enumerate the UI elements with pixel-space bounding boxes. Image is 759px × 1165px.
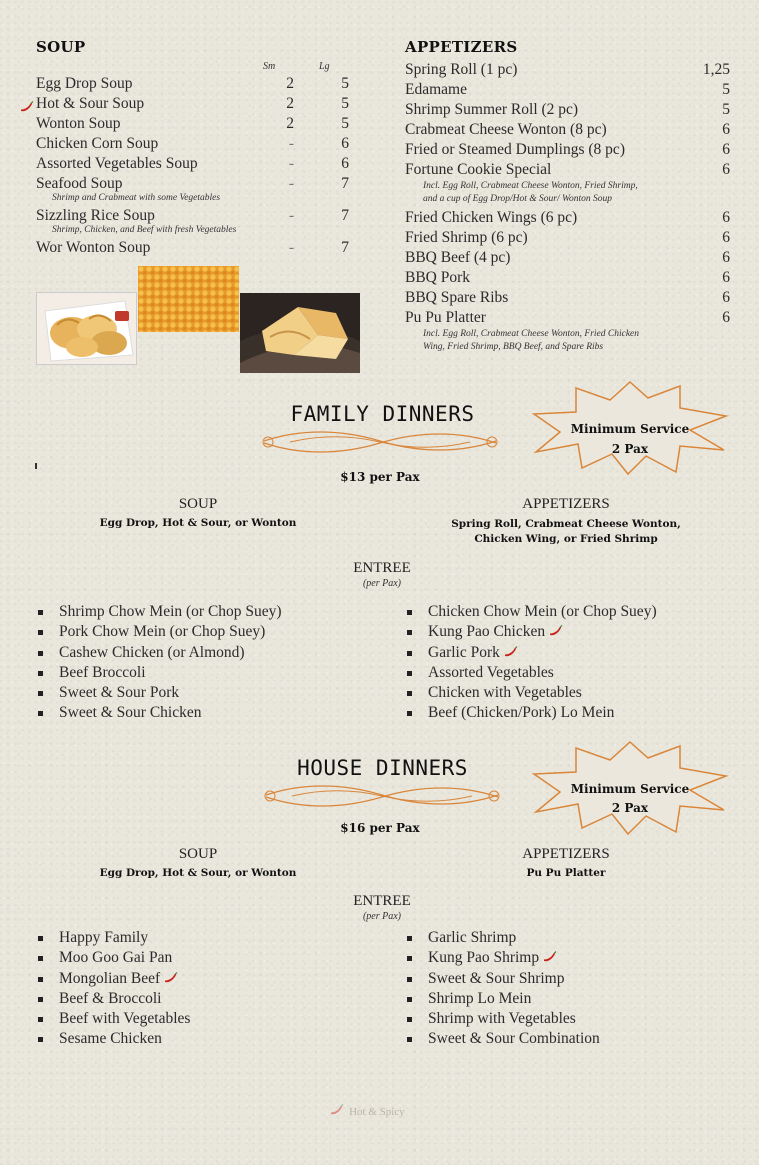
stray-mark — [35, 463, 37, 469]
house-ornament — [262, 781, 502, 811]
soup-col-small: Sm — [263, 61, 276, 72]
house-entree-list-left — [36, 928, 366, 1050]
entree-item-name: Cashew Chicken (or Almond) — [59, 643, 245, 661]
appetizer-item-name: Fried Shrimp (6 pc) — [405, 229, 528, 246]
entree-item — [405, 663, 735, 683]
chili-pepper-icon — [543, 951, 557, 963]
soup-item-name: Seafood Soup — [36, 175, 123, 192]
soup-item — [18, 94, 348, 114]
appetizer-item-price: 6 — [722, 121, 730, 138]
entree-item — [405, 622, 735, 642]
entree-item — [36, 928, 366, 948]
soup-item-large-price: 6 — [341, 135, 349, 152]
soup-item-small-price: - — [288, 207, 294, 224]
entree-item-name: Chicken Chow Mein (or Chop Suey) — [428, 603, 657, 620]
house-price: $16 per Pax — [340, 821, 420, 835]
soup-item — [18, 174, 348, 194]
entree-item — [36, 602, 366, 622]
soup-item-name: Sizzling Rice Soup — [36, 207, 155, 224]
appetizer-item — [405, 248, 730, 268]
family-entree-list-right — [405, 602, 735, 724]
entree-item-name: Sweet & Sour Pork — [59, 684, 180, 702]
family-price: $13 per Pax — [340, 470, 420, 484]
entree-item-name: Kung Pao Shrimp — [428, 949, 540, 967]
family-app-desc-1: Spring Roll, Crabmeat Cheese Wonton, — [451, 518, 681, 530]
house-app-desc: Pu Pu Platter — [526, 867, 606, 879]
appetizer-item-price: 6 — [722, 209, 730, 226]
appetizer-item-name: Pu Pu Platter — [405, 309, 486, 326]
soup-item-name: Wonton Soup — [36, 115, 121, 132]
soup-item — [18, 206, 348, 226]
appetizer-item-name: BBQ Spare Ribs — [405, 289, 509, 306]
soup-item-large-price: 5 — [341, 75, 349, 92]
entree-item-name: Garlic Shrimp — [428, 929, 517, 946]
soup-item-small-price: 2 — [286, 75, 294, 92]
family-badge-line1: Minimum Service — [570, 422, 690, 436]
family-soup-desc: Egg Drop, Hot & Sour, or Wonton — [99, 517, 297, 529]
chili-pepper-icon — [164, 972, 178, 984]
entree-item-name: Shrimp Lo Mein — [428, 989, 532, 1007]
soup-heading: SOUP — [36, 38, 86, 56]
entree-item — [405, 683, 735, 703]
appetizer-item-price: 6 — [722, 141, 730, 158]
spicy-legend — [330, 1100, 405, 1119]
entree-item-name: Pork Chow Mein (or Chop Suey) — [59, 623, 266, 641]
soup-item-large-price: 7 — [341, 207, 349, 224]
appetizer-item-note: Incl. Egg Roll, Crabmeat Cheese Wonton, Fried Shrimp, and a cup of Egg Drop/Hot & Sour/ Wonton Soup — [423, 181, 638, 204]
house-soup-desc: Egg Drop, Hot & Sour, or Wonton — [99, 867, 297, 879]
soup-item-large-price: 5 — [341, 95, 349, 112]
appetizers-list — [405, 60, 730, 356]
soup-item — [18, 134, 348, 154]
entree-item-name: Beef (Chicken/Pork) Lo Mein — [428, 704, 615, 722]
entree-item — [405, 969, 735, 989]
house-entree-list-right — [405, 928, 735, 1050]
appetizer-item — [405, 80, 730, 100]
entree-item — [36, 643, 366, 663]
entree-item — [36, 948, 366, 968]
soup-col-large: Lg — [319, 61, 330, 72]
appetizer-item-note: Incl. Egg Roll, Crabmeat Cheese Wonton, Fried Chicken Wing, Fried Shrimp, BBQ Beef, and Spare Ribs — [423, 329, 639, 352]
appetizer-item — [405, 308, 730, 328]
entree-item-name: Kung Pao Chicken — [428, 623, 546, 641]
corn-soup-photo — [138, 266, 239, 332]
entree-item — [36, 1009, 366, 1029]
appetizer-item-name: BBQ Beef (4 pc) — [405, 249, 511, 266]
house-soup-label: SOUP — [178, 846, 218, 862]
entree-item — [36, 969, 366, 989]
appetizer-item-name: Crabmeat Cheese Wonton (8 pc) — [405, 121, 607, 138]
appetizer-item — [405, 288, 730, 308]
appetizer-item — [405, 268, 730, 288]
entree-item-name: Beef with Vegetables — [59, 1010, 191, 1028]
soup-item-small-price: 2 — [286, 115, 294, 132]
appetizer-item-name: Edamame — [405, 81, 467, 98]
fried-wonton-photo — [36, 292, 137, 365]
chili-pepper-icon — [330, 1104, 344, 1116]
soup-item-name: Assorted Vegetables Soup — [36, 155, 198, 172]
entree-item — [405, 1029, 735, 1049]
family-soup-label: SOUP — [178, 496, 218, 512]
entree-item — [36, 622, 366, 642]
entree-item-name: Sweet & Sour Shrimp — [428, 969, 565, 987]
soup-item — [18, 74, 348, 94]
appetizer-item-price: 1,25 — [702, 61, 730, 78]
appetizer-item-name: Fortune Cookie Special — [405, 161, 552, 178]
soup-item-name: Egg Drop Soup — [36, 75, 133, 92]
appetizer-item — [405, 120, 730, 140]
entree-item-name: Happy Family — [59, 929, 149, 946]
family-app-label: APPETIZERS — [522, 496, 610, 512]
entree-item-name: Chicken with Vegetables — [428, 684, 582, 702]
appetizer-item — [405, 140, 730, 160]
entree-item-name: Sweet & Sour Combination — [428, 1030, 600, 1048]
soup-item-note: Shrimp, Chicken, and Beef with fresh Vegetables — [52, 225, 237, 235]
entree-item-name: Beef Broccoli — [59, 663, 146, 681]
entree-item — [405, 948, 735, 968]
entree-item-name: Sesame Chicken — [59, 1030, 162, 1048]
entree-item — [405, 643, 735, 663]
appetizer-item-name: Shrimp Summer Roll (2 pc) — [405, 101, 579, 118]
soup-item-large-price: 7 — [341, 239, 349, 256]
entree-item — [405, 602, 735, 622]
soup-item-small-price: - — [288, 155, 294, 172]
entree-item — [36, 703, 366, 723]
soup-item — [18, 154, 348, 174]
appetizer-item-name: Fried Chicken Wings (6 pc) — [405, 209, 578, 226]
appetizers-heading: APPETIZERS — [405, 38, 518, 56]
appetizer-item-price: 6 — [722, 289, 730, 306]
entree-item-name: Moo Goo Gai Pan — [59, 949, 173, 967]
entree-item — [405, 703, 735, 723]
soup-item-name: Hot & Sour Soup — [36, 95, 145, 112]
soup-list — [18, 74, 348, 258]
house-entree-sub: (per Pax) — [362, 911, 402, 922]
house-badge-line2: 2 Pax — [611, 801, 649, 815]
soup-item-note: Shrimp and Crabmeat with some Vegetables — [52, 193, 221, 203]
chili-pepper-icon — [549, 625, 563, 637]
house-dinners-title: HOUSE DINNERS — [297, 756, 468, 780]
soup-item-small-price: - — [288, 135, 294, 152]
soup-item-small-price: - — [288, 239, 294, 256]
appetizer-item — [405, 160, 730, 180]
house-entree-label: ENTREE — [353, 893, 411, 909]
soup-item — [18, 238, 348, 258]
appetizer-item-name: Spring Roll (1 pc) — [405, 61, 518, 78]
soup-item — [18, 114, 348, 134]
house-badge-line1: Minimum Service — [570, 782, 690, 796]
soup-item-large-price: 7 — [341, 175, 349, 192]
family-ornament — [260, 427, 500, 457]
family-badge-line2: 2 Pax — [611, 442, 649, 456]
entree-item-name: Beef & Broccoli — [59, 989, 162, 1007]
house-app-label: APPETIZERS — [522, 846, 610, 862]
entree-item — [36, 683, 366, 703]
appetizer-item — [405, 100, 730, 120]
family-dinners-title: FAMILY DINNERS — [290, 402, 475, 426]
entree-item-name: Garlic Pork — [428, 643, 500, 661]
entree-item-name: Shrimp with Vegetables — [428, 1010, 576, 1028]
appetizer-item-price: 6 — [722, 269, 730, 286]
soup-item-name: Chicken Corn Soup — [36, 135, 159, 152]
family-app-desc-2: Chicken Wing, or Fried Shrimp — [474, 533, 658, 545]
entree-item — [36, 663, 366, 683]
appetizer-item — [405, 208, 730, 228]
entree-item — [405, 989, 735, 1009]
appetizer-item-price: 6 — [722, 249, 730, 266]
entree-item — [36, 1029, 366, 1049]
entree-item — [405, 928, 735, 948]
crab-rangoon-photo — [240, 293, 360, 373]
appetizer-item-price: 6 — [722, 161, 730, 178]
soup-item-large-price: 5 — [341, 115, 349, 132]
soup-item-small-price: 2 — [286, 95, 294, 112]
appetizer-item-price: 6 — [722, 229, 730, 246]
entree-item-name: Mongolian Beef — [59, 969, 161, 987]
entree-item-name: Shrimp Chow Mein (or Chop Suey) — [59, 603, 282, 620]
chili-pepper-icon — [504, 646, 518, 658]
soup-item-small-price: - — [288, 175, 294, 192]
family-entree-list-left — [36, 602, 366, 724]
entree-item — [36, 989, 366, 1009]
soup-item-large-price: 6 — [341, 155, 349, 172]
appetizer-item-price: 5 — [722, 81, 730, 98]
appetizer-item-price: 6 — [722, 309, 730, 326]
spicy-legend-label: Hot & Spicy — [349, 1106, 405, 1118]
appetizer-item-price: 5 — [722, 101, 730, 118]
entree-item-name: Sweet & Sour Chicken — [59, 704, 202, 722]
entree-item-name: Assorted Vegetables — [428, 663, 554, 681]
soup-item-name: Wor Wonton Soup — [36, 239, 151, 256]
family-entree-label: ENTREE — [353, 560, 411, 576]
appetizer-item-name: BBQ Pork — [405, 269, 471, 286]
appetizer-item — [405, 60, 730, 80]
appetizer-item — [405, 228, 730, 248]
chili-pepper-icon — [20, 101, 34, 113]
family-entree-sub: (per Pax) — [362, 578, 402, 589]
appetizer-item-name: Fried or Steamed Dumplings (8 pc) — [405, 141, 625, 158]
entree-item — [405, 1009, 735, 1029]
